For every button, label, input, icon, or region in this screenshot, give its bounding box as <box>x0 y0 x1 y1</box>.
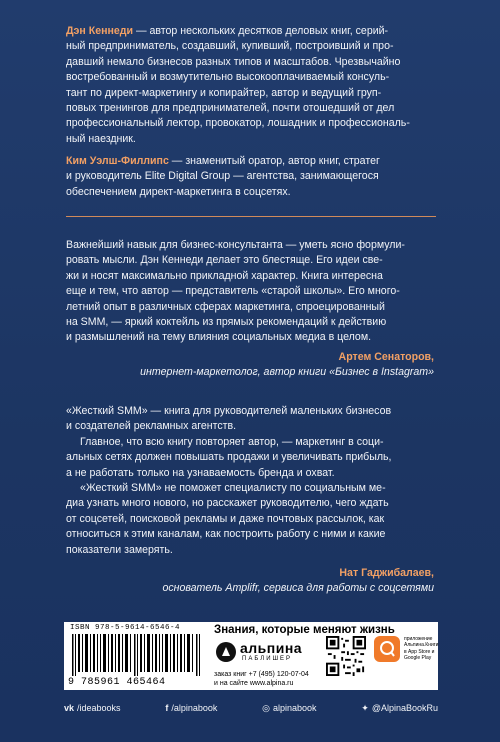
author-bio-welsh-phillips: Ким Уэлш-Филлипс — знаменитый оратор, автор книг, стратег и руководитель Elite Digital Group — агентства, занимающегося обеспечением директ-маркетинга в соцсетях. <box>66 155 380 198</box>
review-gadzhibalaev-signature <box>162 566 434 597</box>
twitter-icon: ✦ <box>361 702 369 713</box>
review-senatorov-signature <box>140 350 434 381</box>
social-link-instagram[interactable]: ◎ alpinabook <box>262 702 317 713</box>
author-name: Дэн Кеннеди <box>66 25 134 37</box>
reviewer-role: интернет-маркетолог, автор книги «Бизнес в Instagram» <box>140 366 434 379</box>
social-link-vk[interactable]: vk /ideabooks <box>64 703 121 713</box>
barcode <box>72 634 204 676</box>
barcode-digits: 9 785961 465464 <box>68 677 166 688</box>
reviewer-name: Нат Гаджибалаев, <box>339 567 434 579</box>
author-bio-kennedy: Дэн Кеннеди — автор нескольких десятков деловых книг, серий- ный предприниматель, создавший, купивший, построивший и про- давший немало бизнесов разных типов и масштабов. Чрезвычайно востребованный и возмутительно высокооплачиваемый консуль- тант по директ-маркетингу и копирайтер, автор и ведущий груп- повых тренингов для предпринимателей, почти отошедший от дел профессиональный лектор, провокатор, лошадник и профессиональ- ный наездник. <box>66 25 410 145</box>
section-divider <box>66 216 436 217</box>
app-store-text: приложение Альпина.Книги в App Store и Google Play <box>404 636 439 661</box>
facebook-icon: f <box>165 703 169 713</box>
social-link-twitter[interactable]: ✦ @AlpinaBookRu <box>361 702 438 713</box>
reviewer-role: основатель Amplifr, сервиса для работы с соцсетями <box>162 582 434 595</box>
review-gadzhibalaev: «Жесткий SMM» — книга для руководителей маленьких бизнесов и создателей рекламных агентств. Главное, что всю книгу повторяет автор, — маркетинг в соци- альных сетях должен повышать продажи и увеличивать прибыль, а не работать только на узнаваемость бренда и охват. «Жесткий SMM» не поможет специалисту по социальным ме- диа узнать много нового, но расскажет руководителю, чего ждать от соцсетей, поисковой рекламы и даже почтовых рассылок, как относиться к этим каналам, как построить работу с ними и какие показатели замерять. <box>66 405 392 556</box>
reviewer-name: Артем Сенаторов, <box>338 351 434 363</box>
isbn-text: ISBN 978-5-9614-6546-4 <box>70 624 181 632</box>
social-links <box>64 697 438 719</box>
social-link-facebook[interactable]: f /alpinabook <box>165 703 218 713</box>
alpina-app-icon <box>374 636 400 662</box>
publisher-logo-name: альпина <box>240 640 303 656</box>
vk-icon: vk <box>64 703 75 713</box>
instagram-icon: ◎ <box>262 702 270 713</box>
qr-code-icon <box>326 636 366 676</box>
alpina-logo-icon <box>216 642 236 662</box>
order-info: заказ книг +7 (495) 120-07-04 и на сайте www.alpina.ru <box>214 671 309 687</box>
publisher-slogan: Знания, которые меняют жизнь <box>214 624 395 636</box>
publisher-info-box <box>64 622 438 690</box>
author-name: Ким Уэлш-Филлипс <box>66 155 169 167</box>
publisher-logo-sub: ПАБЛИШЕР <box>242 656 293 662</box>
review-senatorov: Важнейший навык для бизнес-консультанта — уметь ясно формули- ровать мысли. Дэн Кеннеди делает это блестяще. Его идеи све- жи и носят максимально прикладной характер. Книга интересна еще и тем, что автор — представитель «старой школы». Его много- летний опыт в различных сферах маркетинга, спроецированный на SMM, — яркий коктейль из прямых рекомендаций к действию и размышлений на тему влияния социальных медиа в целом. <box>66 239 405 344</box>
